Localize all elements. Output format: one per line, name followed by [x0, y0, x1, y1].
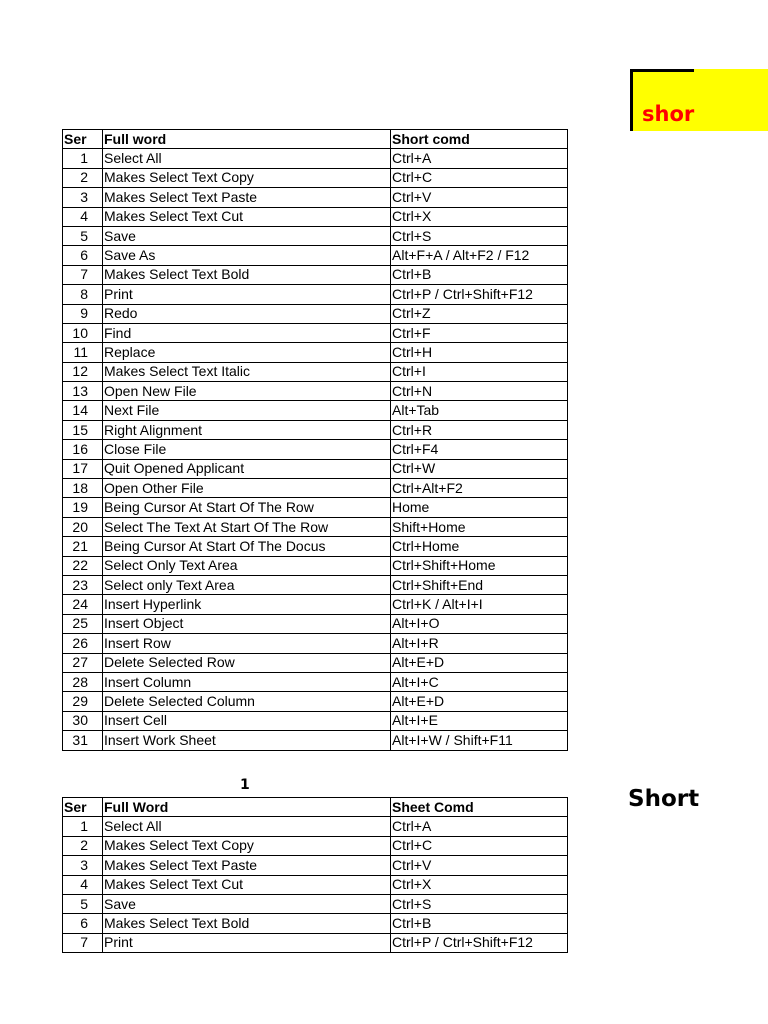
table-row: [63, 894, 568, 913]
cell-ser: 7: [63, 265, 103, 284]
title-banner: [630, 69, 768, 131]
table-1-body: [63, 149, 568, 750]
cell-command: Ctrl+F: [391, 323, 568, 342]
cell-full-word: Replace: [103, 343, 391, 362]
cell-full-word: Redo: [103, 304, 391, 323]
cell-full-word: Quit Opened Applicant: [103, 459, 391, 478]
cell-ser: 11: [63, 343, 103, 362]
cell-ser: 3: [63, 188, 103, 207]
cell-ser: 13: [63, 382, 103, 401]
cell-command: Alt+I+C: [391, 672, 568, 691]
cell-command: Ctrl+V: [391, 856, 568, 875]
table-row: [63, 575, 568, 594]
table-row: [63, 672, 568, 691]
cell-ser: 1: [63, 817, 103, 836]
table-row: [63, 207, 568, 226]
cell-full-word: Print: [103, 933, 391, 952]
cell-full-word: Makes Select Text Bold: [103, 265, 391, 284]
cell-command: Ctrl+C: [391, 836, 568, 855]
table-row: [63, 226, 568, 245]
table-row: [63, 382, 568, 401]
header-short-command: Short comd: [391, 130, 568, 149]
cell-ser: 5: [63, 894, 103, 913]
table-row: [63, 875, 568, 894]
table-row: [63, 285, 568, 304]
cell-ser: 22: [63, 556, 103, 575]
cell-ser: 31: [63, 731, 103, 750]
cell-ser: 3: [63, 856, 103, 875]
table-row: [63, 459, 568, 478]
cell-full-word: Makes Select Text Italic: [103, 362, 391, 381]
cell-command: Alt+E+D: [391, 692, 568, 711]
cell-ser: 21: [63, 537, 103, 556]
cell-ser: 12: [63, 362, 103, 381]
banner-border-left: [630, 69, 633, 131]
cell-command: Alt+E+D: [391, 653, 568, 672]
cell-full-word: Makes Select Text Paste: [103, 856, 391, 875]
table-row: [63, 149, 568, 168]
cell-command: Ctrl+S: [391, 226, 568, 245]
cell-ser: 25: [63, 614, 103, 633]
table-row: [63, 188, 568, 207]
table-row: [63, 265, 568, 284]
table-row: [63, 914, 568, 933]
cell-full-word: Find: [103, 323, 391, 342]
cell-ser: 16: [63, 440, 103, 459]
table-row: [63, 856, 568, 875]
cell-command: Ctrl+K / Alt+I+I: [391, 595, 568, 614]
banner-title: shor: [642, 102, 695, 126]
cell-full-word: Open Other File: [103, 479, 391, 498]
cell-command: Shift+Home: [391, 517, 568, 536]
cell-command: Ctrl+A: [391, 817, 568, 836]
table-row: [63, 440, 568, 459]
side-heading: Short: [628, 786, 700, 812]
cell-full-word: Save As: [103, 246, 391, 265]
cell-command: Ctrl+X: [391, 875, 568, 894]
table-header-row: [63, 798, 568, 817]
cell-full-word: Save: [103, 226, 391, 245]
table-row: [63, 498, 568, 517]
cell-command: Alt+I+R: [391, 634, 568, 653]
cell-full-word: Right Alignment: [103, 420, 391, 439]
cell-ser: 1: [63, 149, 103, 168]
table-row: [63, 933, 568, 952]
cell-full-word: Makes Select Text Cut: [103, 875, 391, 894]
shortcut-table-2: [62, 797, 568, 953]
cell-ser: 20: [63, 517, 103, 536]
cell-full-word: Save: [103, 894, 391, 913]
cell-ser: 4: [63, 875, 103, 894]
cell-command: Ctrl+X: [391, 207, 568, 226]
cell-ser: 10: [63, 323, 103, 342]
cell-command: Ctrl+B: [391, 914, 568, 933]
cell-full-word: Close File: [103, 440, 391, 459]
table-row: [63, 517, 568, 536]
table-row: [63, 836, 568, 855]
cell-command: Ctrl+H: [391, 343, 568, 362]
cell-ser: 28: [63, 672, 103, 691]
shortcut-table-1: [62, 129, 568, 751]
cell-full-word: Insert Row: [103, 634, 391, 653]
table-2-body: [63, 817, 568, 953]
table-row: [63, 731, 568, 750]
cell-ser: 7: [63, 933, 103, 952]
cell-full-word: Being Cursor At Start Of The Row: [103, 498, 391, 517]
table-row: [63, 323, 568, 342]
cell-command: Ctrl+Alt+F2: [391, 479, 568, 498]
table-row: [63, 401, 568, 420]
table-row: [63, 653, 568, 672]
cell-command: Ctrl+C: [391, 168, 568, 187]
table-row: [63, 362, 568, 381]
cell-ser: 15: [63, 420, 103, 439]
cell-command: Alt+F+A / Alt+F2 / F12: [391, 246, 568, 265]
cell-command: Alt+Tab: [391, 401, 568, 420]
cell-command: Ctrl+I: [391, 362, 568, 381]
cell-ser: 27: [63, 653, 103, 672]
cell-command: Ctrl+P / Ctrl+Shift+F12: [391, 285, 568, 304]
table-row: [63, 817, 568, 836]
table-header-row: [63, 130, 568, 149]
cell-command: Ctrl+W: [391, 459, 568, 478]
cell-full-word: Insert Object: [103, 614, 391, 633]
cell-full-word: Makes Select Text Bold: [103, 914, 391, 933]
cell-full-word: Select The Text At Start Of The Row: [103, 517, 391, 536]
cell-full-word: Insert Column: [103, 672, 391, 691]
cell-command: Ctrl+Z: [391, 304, 568, 323]
cell-full-word: Print: [103, 285, 391, 304]
cell-command: Ctrl+A: [391, 149, 568, 168]
cell-ser: 18: [63, 479, 103, 498]
cell-command: Ctrl+N: [391, 382, 568, 401]
table-row: [63, 420, 568, 439]
table-row: [63, 595, 568, 614]
banner-border-top: [630, 69, 694, 72]
cell-full-word: Being Cursor At Start Of The Docus: [103, 537, 391, 556]
cell-full-word: Next File: [103, 401, 391, 420]
header-full-word: Full Word: [103, 798, 391, 817]
table-row: [63, 246, 568, 265]
cell-ser: 8: [63, 285, 103, 304]
cell-ser: 6: [63, 914, 103, 933]
header-ser: Ser: [63, 798, 103, 817]
table-row: [63, 537, 568, 556]
cell-ser: 30: [63, 711, 103, 730]
cell-ser: 9: [63, 304, 103, 323]
cell-full-word: Insert Work Sheet: [103, 731, 391, 750]
cell-command: Alt+I+E: [391, 711, 568, 730]
cell-ser: 19: [63, 498, 103, 517]
cell-command: Alt+I+W / Shift+F11: [391, 731, 568, 750]
cell-ser: 29: [63, 692, 103, 711]
table-row: [63, 711, 568, 730]
cell-full-word: Select All: [103, 817, 391, 836]
cell-full-word: Open New File: [103, 382, 391, 401]
cell-full-word: Select All: [103, 149, 391, 168]
cell-ser: 26: [63, 634, 103, 653]
cell-command: Ctrl+P / Ctrl+Shift+F12: [391, 933, 568, 952]
cell-ser: 6: [63, 246, 103, 265]
table-row: [63, 343, 568, 362]
cell-ser: 17: [63, 459, 103, 478]
header-sheet-command: Sheet Comd: [391, 798, 568, 817]
table-row: [63, 168, 568, 187]
cell-command: Home: [391, 498, 568, 517]
page-number: 1: [240, 777, 250, 793]
cell-full-word: Insert Hyperlink: [103, 595, 391, 614]
cell-ser: 2: [63, 836, 103, 855]
cell-command: Ctrl+F4: [391, 440, 568, 459]
header-full-word: Full word: [103, 130, 391, 149]
cell-command: Ctrl+R: [391, 420, 568, 439]
cell-full-word: Delete Selected Row: [103, 653, 391, 672]
header-ser: Ser: [63, 130, 103, 149]
cell-command: Alt+I+O: [391, 614, 568, 633]
cell-command: Ctrl+Shift+Home: [391, 556, 568, 575]
cell-full-word: Select only Text Area: [103, 575, 391, 594]
cell-command: Ctrl+Home: [391, 537, 568, 556]
cell-full-word: Delete Selected Column: [103, 692, 391, 711]
table-row: [63, 556, 568, 575]
cell-ser: 5: [63, 226, 103, 245]
cell-ser: 2: [63, 168, 103, 187]
cell-ser: 4: [63, 207, 103, 226]
cell-full-word: Makes Select Text Cut: [103, 207, 391, 226]
cell-full-word: Makes Select Text Paste: [103, 188, 391, 207]
cell-full-word: Insert Cell: [103, 711, 391, 730]
cell-command: Ctrl+Shift+End: [391, 575, 568, 594]
cell-ser: 24: [63, 595, 103, 614]
table-row: [63, 692, 568, 711]
cell-command: Ctrl+V: [391, 188, 568, 207]
table-row: [63, 614, 568, 633]
cell-ser: 14: [63, 401, 103, 420]
cell-full-word: Select Only Text Area: [103, 556, 391, 575]
cell-full-word: Makes Select Text Copy: [103, 168, 391, 187]
table-row: [63, 304, 568, 323]
cell-command: Ctrl+S: [391, 894, 568, 913]
cell-command: Ctrl+B: [391, 265, 568, 284]
cell-full-word: Makes Select Text Copy: [103, 836, 391, 855]
table-row: [63, 634, 568, 653]
cell-ser: 23: [63, 575, 103, 594]
table-row: [63, 479, 568, 498]
